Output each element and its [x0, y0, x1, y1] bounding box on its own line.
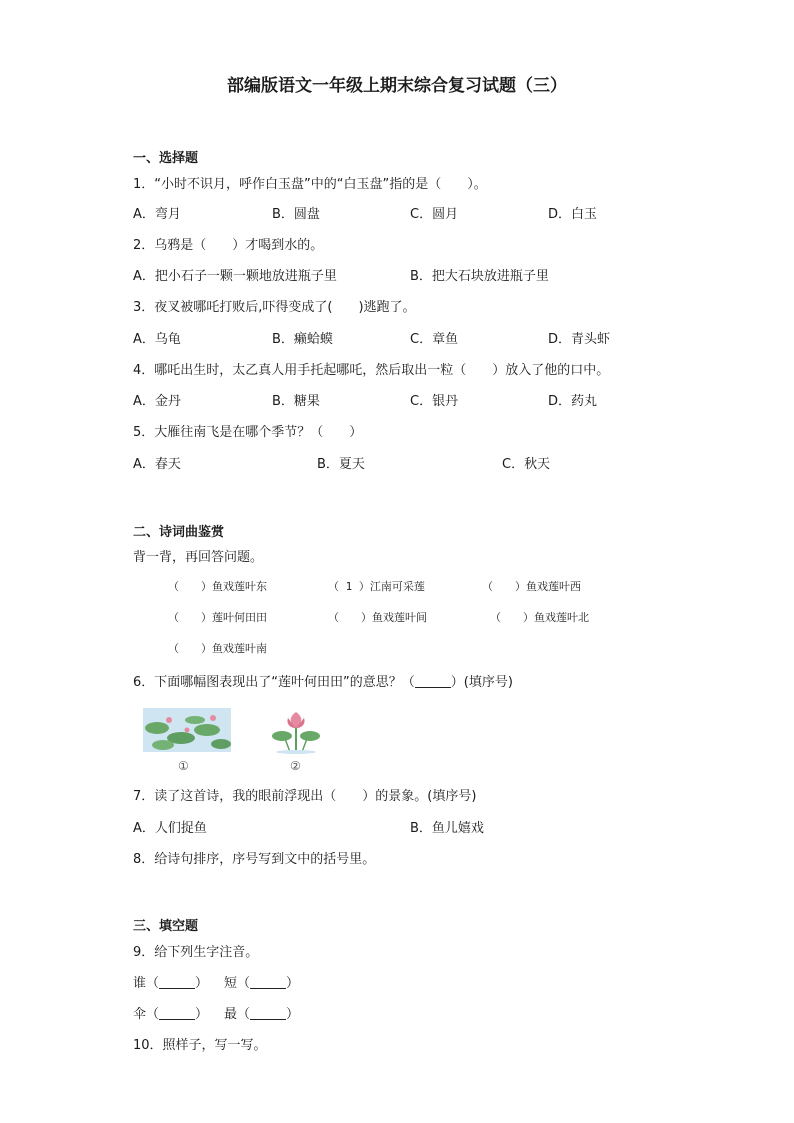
pinyin-blank-duan[interactable]	[250, 976, 286, 989]
poem-line-6: （ ）鱼戏莲叶北	[490, 611, 589, 624]
lotus-flower-picture-2[interactable]	[270, 708, 322, 754]
q6-answer-blank[interactable]	[415, 675, 451, 688]
pinyin-row-2b: 最（ ）	[224, 1007, 300, 1022]
q6-stem-before: 6．下面哪幅图表现出了“莲叶何田田”的意思？（	[133, 675, 415, 690]
pinyin-blank-san[interactable]	[159, 1007, 195, 1020]
q3-option-c[interactable]: C．章鱼	[410, 332, 459, 347]
question-10-stem: 10．照样子，写一写。	[133, 1038, 267, 1053]
poetry-intro: 背一背，再回答问题。	[133, 550, 264, 565]
q1-option-a[interactable]: A．弯月	[133, 207, 181, 222]
char-san: 伞	[133, 1007, 147, 1022]
q5-option-b[interactable]: B．夏天	[317, 457, 365, 472]
char-duan: 短	[224, 976, 238, 991]
poem-line-1: （ ）鱼戏莲叶东	[168, 580, 267, 593]
pinyin-blank-shui[interactable]	[159, 976, 195, 989]
question-7-stem: 7．读了这首诗，我的眼前浮现出（ ）的景象。(填序号)	[133, 789, 477, 804]
pinyin-row-2: 伞（ ）	[133, 1007, 209, 1022]
q4-option-d[interactable]: D．药丸	[548, 394, 598, 409]
q5-option-a[interactable]: A．春天	[133, 457, 181, 472]
section-heading-choice: 一、选择题	[133, 151, 199, 166]
pinyin-blank-zui[interactable]	[250, 1007, 286, 1020]
q5-option-c[interactable]: C．秋天	[502, 457, 551, 472]
section-heading-poetry: 二、诗词曲鉴赏	[133, 525, 225, 540]
q4-option-c[interactable]: C．银丹	[410, 394, 459, 409]
question-3-stem: 3．夜叉被哪吒打败后,吓得变成了( )逃跑了。	[133, 300, 416, 315]
q2-option-a[interactable]: A．把小石子一颗一颗地放进瓶子里	[133, 269, 337, 284]
question-2-stem: 2．乌鸦是（ ）才喝到水的。	[133, 238, 324, 253]
q7-option-a[interactable]: A．人们捉鱼	[133, 821, 207, 836]
section-heading-fill: 三、填空题	[133, 919, 199, 934]
char-shui: 谁	[133, 976, 147, 991]
q1-option-d[interactable]: D．白玉	[548, 207, 598, 222]
poem-line-2: （ 1 ）江南可采莲	[328, 580, 425, 593]
picture-2-caption: ②	[290, 759, 301, 773]
q3-option-a[interactable]: A．乌龟	[133, 332, 181, 347]
picture-1-caption: ①	[178, 759, 189, 773]
char-zui: 最	[224, 1007, 238, 1022]
q3-option-b[interactable]: B．癞蛤蟆	[272, 332, 333, 347]
question-4-stem: 4．哪吒出生时，太乙真人用手托起哪吒，然后取出一粒（ ）放入了他的口中。	[133, 363, 610, 378]
page-title: 部编版语文一年级上期末综合复习试题（三）	[227, 76, 567, 96]
poem-line-5: （ ）鱼戏莲叶间	[328, 611, 427, 624]
q6-stem-after: ）(填序号)	[450, 675, 513, 690]
q7-option-b[interactable]: B．鱼儿嬉戏	[410, 821, 484, 836]
question-8-stem: 8．给诗句排序，序号写到文中的括号里。	[133, 852, 376, 867]
pinyin-row-1b: 短（ ）	[224, 976, 300, 991]
q4-option-b[interactable]: B．糖果	[272, 394, 320, 409]
q4-option-a[interactable]: A．金丹	[133, 394, 181, 409]
lotus-pond-picture-1[interactable]	[143, 708, 231, 752]
question-9-stem: 9．给下列生字注音。	[133, 945, 259, 960]
poem-line-4: （ ）莲叶何田田	[168, 611, 267, 624]
pinyin-row-1: 谁（ ）	[133, 976, 209, 991]
poem-line-7: （ ）鱼戏莲叶南	[168, 642, 267, 655]
q1-option-c[interactable]: C．圆月	[410, 207, 459, 222]
q3-option-d[interactable]: D．青头虾	[548, 332, 611, 347]
q2-option-b[interactable]: B．把大石块放进瓶子里	[410, 269, 549, 284]
question-5-stem: 5．大雁往南飞是在哪个季节？（ ）	[133, 425, 363, 440]
q1-option-b[interactable]: B．圆盘	[272, 207, 320, 222]
question-1-stem: 1．“小时不识月，呼作白玉盘”中的“白玉盘”指的是（ ）。	[133, 177, 487, 192]
poem-line-3: （ ）鱼戏莲叶西	[482, 580, 581, 593]
question-6-stem	[133, 671, 513, 690]
